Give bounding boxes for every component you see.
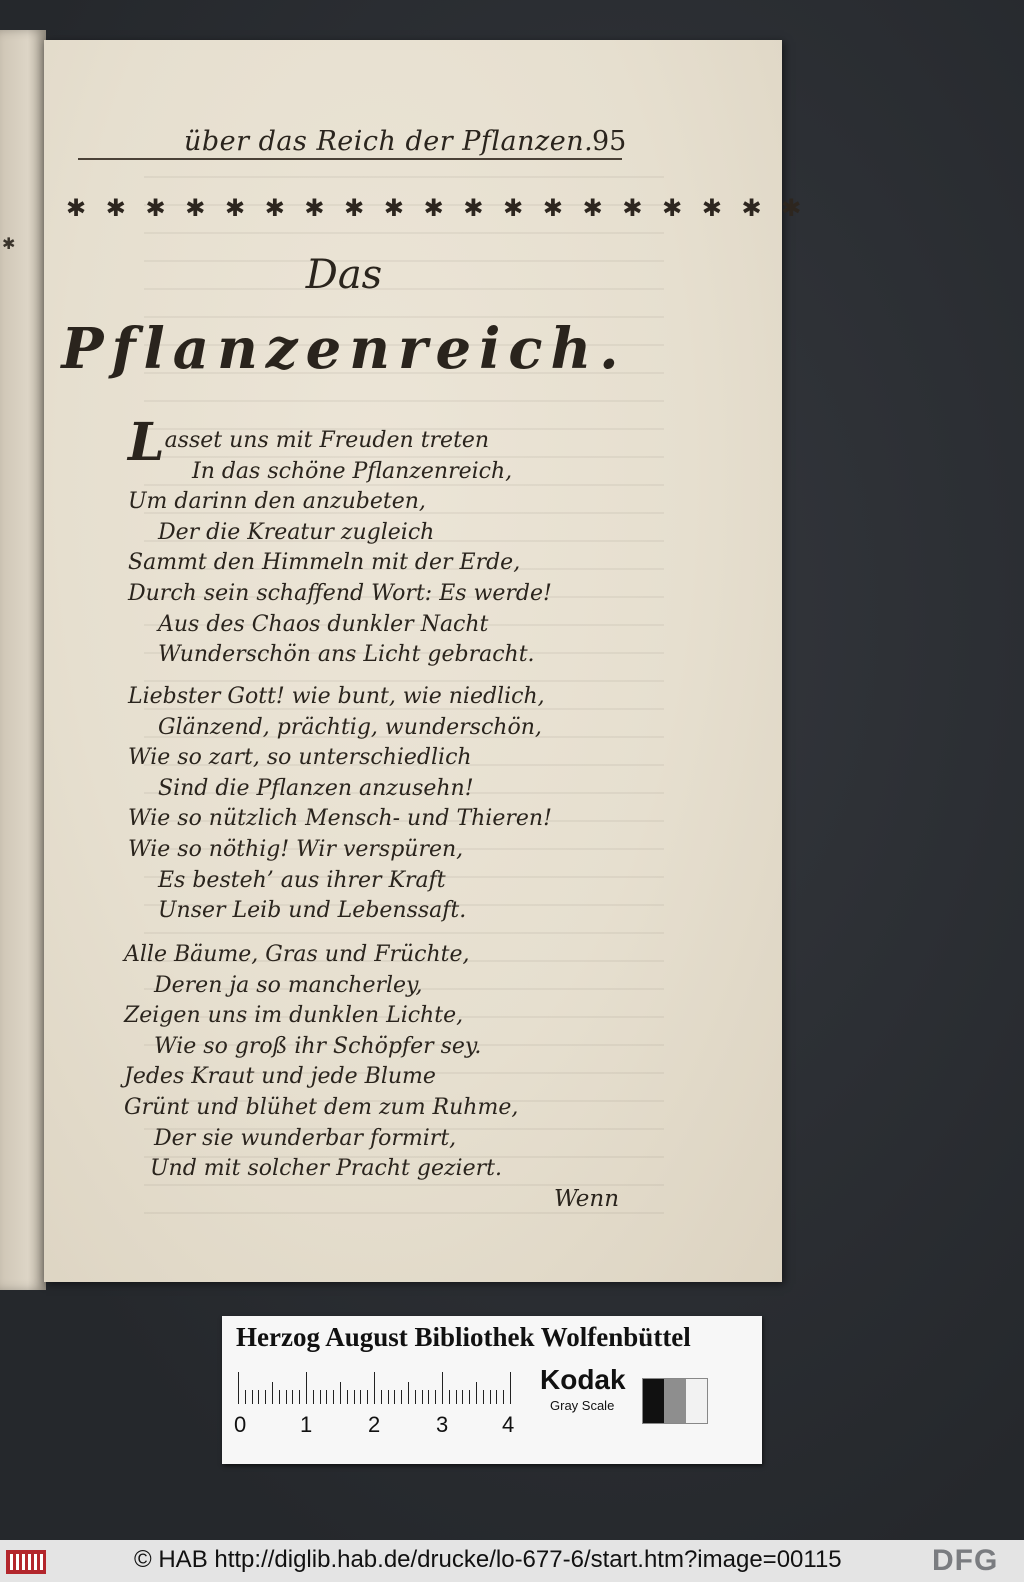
ruler-tick <box>490 1390 491 1404</box>
verse-line: Wie so nützlich Mensch- und Thieren! <box>128 806 552 832</box>
swatch-white <box>686 1379 707 1423</box>
kodak-logo: Kodak <box>540 1364 626 1395</box>
ruler-number: 1 <box>300 1412 313 1437</box>
ruler-number: 2 <box>368 1412 381 1437</box>
verse-line: Lasset uns mit Freuden treten <box>128 412 490 473</box>
drop-cap: L <box>128 412 165 473</box>
previous-page-edge <box>0 30 46 1290</box>
ruler-tick <box>442 1372 443 1404</box>
verse-line: Und mit solcher Pracht geziert. <box>150 1156 502 1182</box>
ruler-tick <box>340 1382 341 1404</box>
running-head: über das Reich der Pflanzen. <box>184 126 594 157</box>
ruler-tick <box>428 1390 429 1404</box>
verse-line: Es besteh’ aus ihrer Kraft <box>158 867 446 893</box>
ruler-tick <box>367 1390 368 1404</box>
library-name: Herzog August Bibliothek Wolfenbüttel <box>236 1322 691 1352</box>
ruler-tick <box>238 1372 239 1404</box>
verse-line: Sammt den Himmeln mit der Erde, <box>128 550 521 576</box>
verse-line: Grünt und blühet dem zum Ruhme, <box>124 1094 519 1120</box>
verse-line: Glänzend, prächtig, wunderschön, <box>158 714 542 740</box>
stanza-2 <box>128 682 648 927</box>
verse-line: In das schöne Pflanzenreich, <box>192 458 513 484</box>
ruler-tick <box>381 1390 382 1404</box>
book-page <box>44 40 808 1282</box>
ruler-tick <box>306 1372 307 1404</box>
verse-line: Zeigen uns im dunklen Lichte, <box>124 1003 464 1029</box>
gray-scale-label: Gray Scale <box>550 1398 615 1413</box>
swatch-black <box>643 1379 664 1423</box>
verse-line: Wie so groß ihr Schöpfer sey. <box>154 1033 482 1059</box>
page-number: 95 <box>592 126 627 157</box>
ruler-tick <box>388 1390 389 1404</box>
ruler-tick <box>408 1382 409 1404</box>
ornament-row: ✱ ✱ ✱ ✱ ✱ ✱ ✱ ✱ ✱ ✱ ✱ ✱ ✱ ✱ ✱ ✱ ✱ ✱ ✱ <box>66 194 808 222</box>
ruler-tick <box>422 1390 423 1404</box>
ruler-tick <box>320 1390 321 1404</box>
stanza-1 <box>128 412 648 671</box>
title-article: Das <box>305 252 383 298</box>
ruler-tick <box>415 1390 416 1404</box>
ruler-tick <box>374 1372 375 1404</box>
verse-line: Alle Bäume, Gras und Früchte, <box>124 942 470 967</box>
verse-line: Wie so nöthig! Wir verspüren, <box>128 836 464 862</box>
verse-line: Wunderschön ans Licht gebracht. <box>158 642 535 668</box>
swatch-gray <box>664 1379 685 1423</box>
header-rule <box>78 158 622 160</box>
ruler-tick <box>496 1390 497 1404</box>
ruler-tick <box>456 1390 457 1404</box>
ruler-tick <box>354 1390 355 1404</box>
ruler-tick <box>279 1390 280 1404</box>
ruler-tick <box>326 1390 327 1404</box>
verse-line: Durch sein schaffend Wort: Es werde! <box>128 580 552 606</box>
ruler-tick <box>469 1390 470 1404</box>
ruler-tick <box>313 1390 314 1404</box>
verse-line: Der die Kreatur zugleich <box>158 519 435 545</box>
ruler-number: 0 <box>234 1412 247 1437</box>
ruler-tick <box>272 1382 273 1404</box>
ruler-tick <box>258 1390 259 1404</box>
verse-line: Der sie wunderbar formirt, <box>154 1125 457 1151</box>
footer-link[interactable]: © HAB http://diglib.hab.de/drucke/lo-677-6/start.htm?image=00115 <box>134 1546 842 1573</box>
ruler-tick <box>299 1390 300 1404</box>
ruler-tick <box>333 1390 334 1404</box>
ruler-tick <box>292 1390 293 1404</box>
stanza-3 <box>124 940 644 1185</box>
ruler-tick <box>245 1390 246 1404</box>
ruler-tick <box>435 1390 436 1404</box>
ruler-tick <box>462 1390 463 1404</box>
ruler-number: 3 <box>436 1412 449 1437</box>
ruler-tick <box>252 1390 253 1404</box>
dfg-logo: DFG <box>932 1544 999 1577</box>
verse-line: Jedes Kraut und jede Blume <box>124 1064 436 1090</box>
ruler-tick <box>401 1390 402 1404</box>
prev-page-ornament: ✱ <box>2 234 16 253</box>
ruler-tick <box>286 1390 287 1404</box>
ruler-tick <box>347 1390 348 1404</box>
ruler-scale <box>238 1372 516 1404</box>
gray-swatches <box>642 1378 708 1424</box>
verse-line: Aus des Chaos dunkler Nacht <box>158 611 489 637</box>
catchword: Wenn <box>554 1186 620 1212</box>
poem-title: Pflanzenreich. <box>61 316 627 382</box>
library-scale-card <box>222 1316 762 1464</box>
verse-line: Liebster Gott! wie bunt, wie niedlich, <box>128 684 545 709</box>
verse-line: Um darinn den anzubeten, <box>128 489 426 515</box>
ruler-tick <box>483 1390 484 1404</box>
footer-bar <box>0 1540 1024 1582</box>
verse-line: Sind die Pflanzen anzusehn! <box>158 775 474 801</box>
ruler-tick <box>449 1390 450 1404</box>
ruler-tick <box>360 1390 361 1404</box>
verse-line: Wie so zart, so unterschiedlich <box>128 745 472 771</box>
ruler-tick <box>503 1390 504 1404</box>
ruler-tick <box>510 1372 511 1404</box>
verse-line: Unser Leib und Lebenssaft. <box>158 898 467 924</box>
ruler-number: 4 <box>502 1412 515 1437</box>
hab-logo-icon <box>6 1546 46 1576</box>
ruler-tick <box>394 1390 395 1404</box>
ruler-tick <box>476 1382 477 1404</box>
ruler-tick <box>265 1390 266 1404</box>
verse-line: Deren ja so mancherley, <box>154 972 423 998</box>
